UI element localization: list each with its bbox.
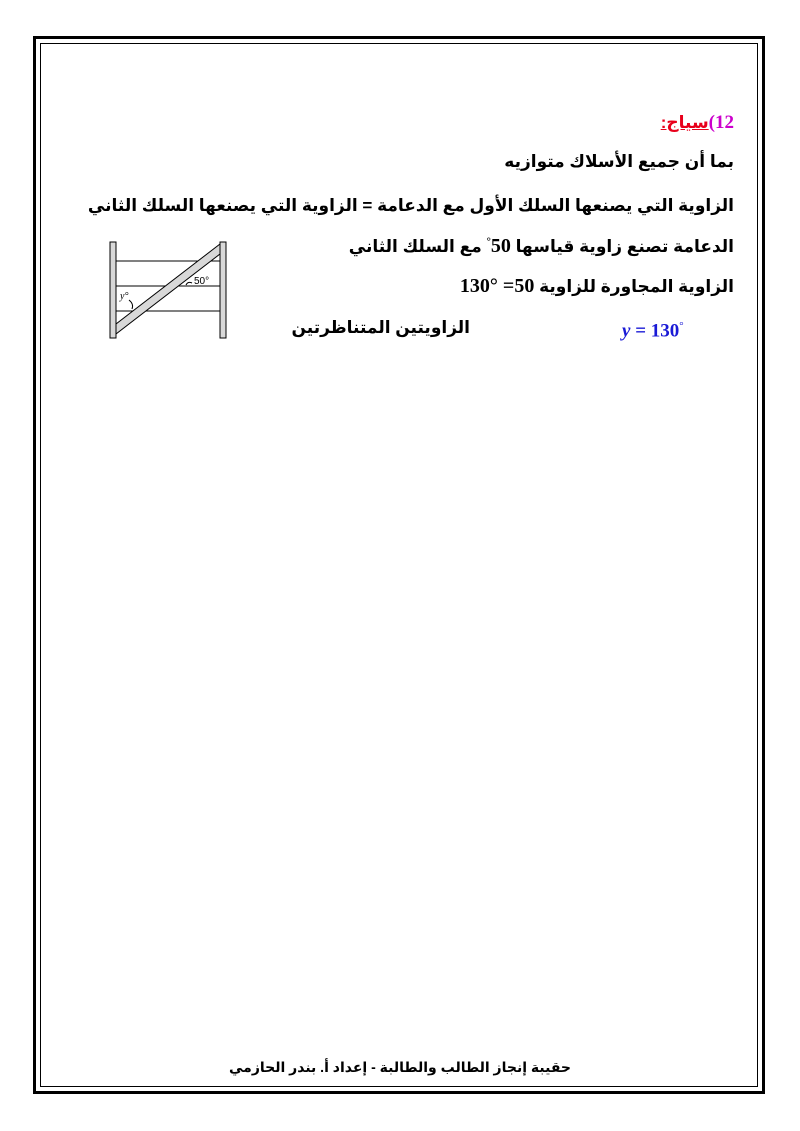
angle-label-50: 50° xyxy=(194,276,210,287)
line3-tail: مع السلك الثاني xyxy=(348,237,482,256)
text-line-1: بما أن جميع الأسلاك متوازيه xyxy=(504,152,734,171)
fence-diagram xyxy=(108,240,230,340)
page-footer: حقيبة إنجاز الطالب والطالبة - إعداد أ. بندر الحازمي xyxy=(228,1059,571,1075)
line3-text: الدعامة تصنع زاوية قياسها xyxy=(515,237,734,256)
diagonal-brace xyxy=(116,244,220,334)
line3-value: 50° xyxy=(486,235,511,257)
answer-degree: ° xyxy=(679,320,684,332)
angle-label-y: y° xyxy=(120,291,129,302)
answer-equation xyxy=(622,320,684,342)
text-line-5: الزاويتين المتناظرتين xyxy=(291,318,470,337)
text-line-4 xyxy=(460,275,734,298)
line4-text: الزاوية المجاورة للزاوية xyxy=(539,277,734,296)
angle-arc-y xyxy=(129,300,133,309)
problem-number: 12) xyxy=(708,112,734,133)
answer-variable: y xyxy=(622,320,631,342)
left-post xyxy=(110,242,116,338)
text-line-2: الزاوية التي يصنعها السلك الأول مع الدعامة = الزاوية التي يصنعها السلك الثاني xyxy=(87,196,734,215)
right-post xyxy=(220,242,226,338)
line4-value: 50= °130 xyxy=(459,275,535,297)
problem-title: سياج: xyxy=(660,113,709,132)
problem-heading xyxy=(661,112,734,134)
text-line-3 xyxy=(349,235,734,258)
answer-value: = 130 xyxy=(630,320,680,342)
angle-arc-50 xyxy=(186,282,192,285)
